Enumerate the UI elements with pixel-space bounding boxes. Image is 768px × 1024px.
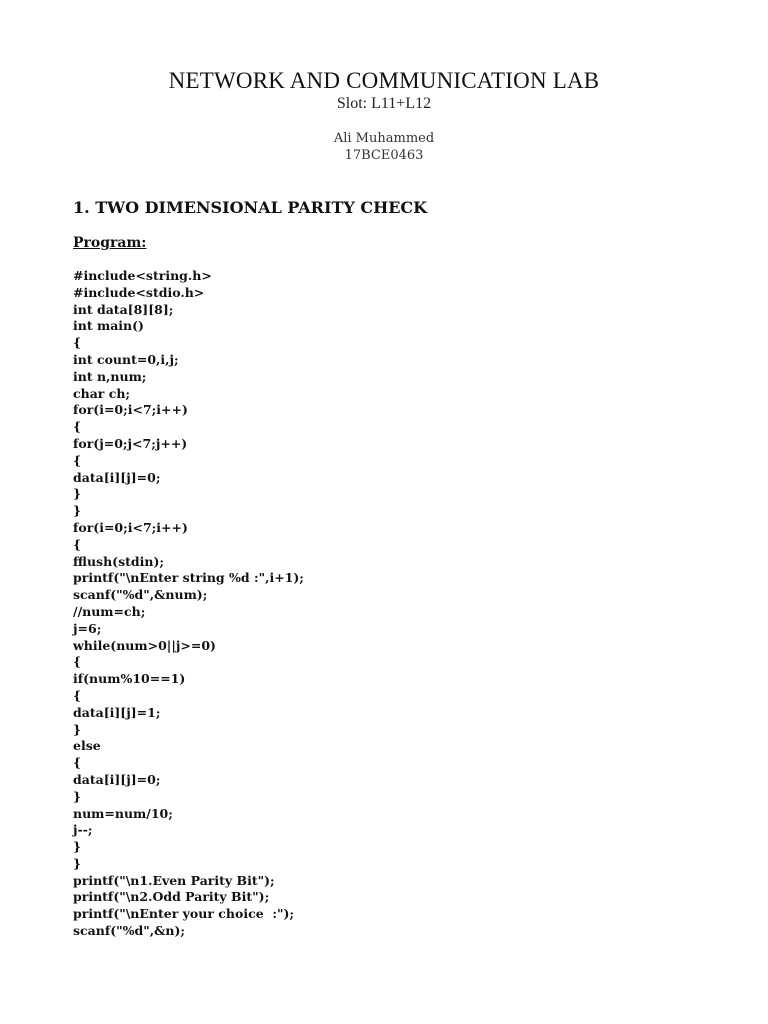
code-line: scanf("%d",&num); [73, 587, 208, 603]
code-line: int n,num; [73, 368, 147, 384]
code-line: { [73, 755, 82, 771]
slot-label: Slot: L11+L12 [336, 95, 432, 112]
code-line: while(num>0||j>=0) [73, 637, 216, 653]
code-line: } [73, 486, 82, 502]
code-line: scanf("%d",&n); [73, 923, 186, 939]
code-line: if(num%10==1) [73, 671, 186, 687]
code-line: //num=ch; [73, 603, 146, 619]
code-line: { [73, 335, 82, 351]
code-line: { [73, 419, 82, 435]
section-heading: 1. TWO DIMENSIONAL PARITY CHECK [73, 198, 428, 217]
code-line: printf("\nEnter your choice :"); [73, 906, 295, 922]
code-line: for(j=0;j<7;j++) [73, 435, 188, 451]
code-line: } [73, 503, 82, 519]
code-line: { [73, 452, 82, 468]
code-line: int main() [73, 318, 144, 334]
code-line: for(i=0;i<7;i++) [73, 402, 188, 418]
code-line: printf("\n1.Even Parity Bit"); [73, 872, 275, 888]
code-line: j=6; [73, 620, 102, 636]
author-name: Ali Muhammed [333, 131, 435, 146]
code-line: else [73, 738, 101, 754]
code-line: printf("\nEnter string %d :",i+1); [73, 570, 304, 586]
code-line: num=num/10; [73, 805, 173, 821]
code-line: #include<string.h> [73, 268, 212, 283]
code-line: #include<stdio.h> [73, 284, 205, 300]
code-line: } [73, 788, 82, 804]
registration-number: 17BCE0463 [344, 148, 424, 163]
code-line: data[i][j]=0; [73, 771, 161, 787]
code-line: for(i=0;i<7;i++) [73, 519, 188, 535]
code-line: j--; [73, 822, 93, 838]
code-line: fflush(stdin); [73, 553, 165, 569]
code-line: char ch; [73, 385, 131, 401]
code-block [73, 268, 304, 940]
code-line: { [73, 536, 82, 552]
code-line: { [73, 687, 82, 703]
code-line: } [73, 839, 82, 855]
code-line: { [73, 654, 82, 670]
code-line: data[i][j]=0; [73, 469, 161, 485]
code-line: } [73, 855, 82, 871]
code-line: printf("\n2.Odd Parity Bit"); [73, 889, 270, 905]
program-label: Program: [73, 235, 147, 251]
code-line: data[i][j]=1; [73, 704, 161, 720]
code-line: int count=0,i,j; [73, 351, 179, 367]
code-line: } [73, 721, 82, 737]
code-line: int data[8][8]; [73, 301, 174, 317]
document-title: NETWORK AND COMMUNICATION LAB [168, 68, 600, 93]
